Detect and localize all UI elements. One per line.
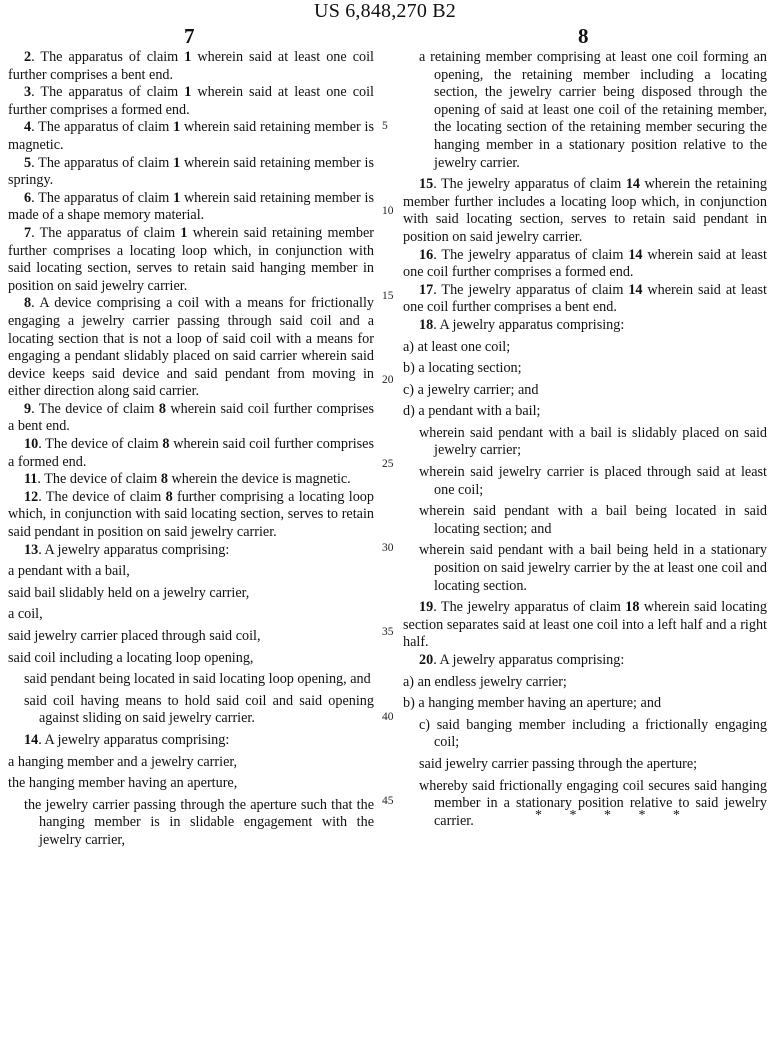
claim-14: 14. A jewelry apparatus comprising:: [24, 731, 230, 748]
end-marks: * * * * *: [535, 808, 692, 823]
claim-14-continuation: a retaining member comprising at least one coil forming an opening, the retaining member including a locating section, the jewelry carrier being disposed through the opening of said at least one coil of the retaining member, the locating section of the retaining member securing the hanging member in a stationary position relative to the jewelry carrier.: [419, 49, 767, 171]
claim-18-item: a) at least one coil;: [403, 338, 511, 355]
line-number: 5: [382, 120, 388, 132]
claim-12: 12. The device of claim 8 further comprising a locating loop which, in conjunction with said locating section, serves to retain said pendant in position on said jewelry carrier.: [8, 488, 374, 541]
claim-17: 17. The jewelry apparatus of claim 14 wherein said at least one coil further comprises a bent end.: [403, 281, 767, 316]
claim-9: 9. The device of claim 8 wherein said coil further comprises a bent end.: [8, 400, 374, 435]
line-number: 30: [382, 542, 394, 554]
claim-13-item: a coil,: [8, 606, 43, 623]
line-number: 25: [382, 458, 394, 470]
patent-number: US 6,848,270 B2: [314, 0, 456, 22]
line-number: 40: [382, 711, 394, 723]
claim-14-item: a hanging member and a jewelry carrier,: [8, 753, 238, 770]
claim-18-item: d) a pendant with a bail;: [403, 403, 541, 420]
claim-14-item: the hanging member having an aperture,: [8, 775, 238, 792]
left-column: [8, 49, 374, 854]
claim-20-item: said jewelry carrier passing through the aperture;: [419, 755, 698, 772]
claim-16: 16. The jewelry apparatus of claim 14 wherein said at least one coil further comprises a formed end.: [403, 246, 767, 281]
claim-6: 6. The apparatus of claim 1 wherein said retaining member is made of a shape memory material.: [8, 189, 374, 224]
claim-13-item: said jewelry carrier placed through said coil,: [8, 628, 261, 644]
line-number: 20: [382, 374, 394, 386]
claim-7: 7. The apparatus of claim 1 wherein said retaining member further comprises a locating loop which, in conjunction with said locating section, serves to retain said hanging member in position on said jewelry carrier.: [8, 224, 374, 294]
claim-18-item: wherein said pendant with a bail being held in a stationary position on said jewelry carrier by the at least one coil and locating section.: [419, 542, 767, 594]
claim-18-item: b) a locating section;: [403, 360, 522, 377]
claim-3: 3. The apparatus of claim 1 wherein said at least one coil further comprises a formed end.: [8, 84, 374, 118]
claim-2: 2. The apparatus of claim 1 wherein said at least one coil further comprises a bent end.: [8, 49, 374, 83]
left-page-number: 7: [184, 24, 195, 48]
claim-20-item: c) said banging member including a frictionally engaging coil;: [419, 716, 767, 751]
claim-11: 11. The device of claim 8 wherein the device is magnetic.: [24, 471, 351, 488]
claim-18-item: wherein said pendant with a bail is slidably placed on said jewelry carrier;: [419, 424, 767, 459]
claim-13-item: a pendant with a bail,: [8, 563, 130, 580]
claim-18-item: wherein said pendant with a bail being located in said locating section; and: [419, 503, 767, 537]
claim-15: 15. The jewelry apparatus of claim 14 wherein the retaining member further includes a locating loop which, in conjunction with said locating section, serves to retain said pendant in position on said jewelry carrier.: [403, 176, 767, 245]
claim-14-item: the jewelry carrier passing through the aperture such that the hanging member is in slidable engagement with the jewelry carrier,: [24, 796, 374, 848]
claim-20-item: b) a hanging member having an aperture; and: [403, 695, 662, 712]
claim-4: 4. The apparatus of claim 1 wherein said retaining member is magnetic.: [8, 119, 374, 153]
line-number: 15: [382, 290, 394, 302]
claim-13-item: said bail slidably held on a jewelry carrier,: [8, 584, 250, 601]
right-page-number: 8: [578, 24, 589, 48]
line-number: 45: [382, 795, 394, 807]
right-column: [403, 49, 767, 834]
claim-10: 10. The device of claim 8 wherein said coil further comprises a formed end.: [8, 436, 374, 470]
claim-13-item: said coil having means to hold said coil and said opening against sliding on said jewelry carrier.: [24, 692, 374, 727]
claim-8: 8. A device comprising a coil with a means for frictionally engaging a jewelry carrier passing through said coil and a locating section that is not a loop of said coil with a means for engaging a pendant slidably placed on said carrier wherein said device keeps said device and said pendant from moving in either direction along said carrier.: [8, 295, 374, 400]
claim-20-item: whereby said frictionally engaging coil secures said hanging member in a stationary position relative to said jewelry carrier.: [419, 777, 767, 829]
claim-19: 19. The jewelry apparatus of claim 18 wherein said locating section separates said at least one coil into a left half and a right half.: [403, 599, 767, 651]
line-number: 35: [382, 626, 394, 638]
claim-18-item: wherein said jewelry carrier is placed through said at least one coil;: [419, 464, 767, 498]
claim-20-item: a) an endless jewelry carrier;: [403, 673, 567, 690]
claim-13: 13. A jewelry apparatus comprising:: [24, 541, 230, 558]
claim-13-item: said coil including a locating loop opening,: [8, 649, 254, 666]
claim-18-item: c) a jewelry carrier; and: [403, 381, 539, 398]
claim-20: 20. A jewelry apparatus comprising:: [419, 652, 625, 668]
claim-18: 18. A jewelry apparatus comprising:: [419, 316, 625, 333]
claim-5: 5. The apparatus of claim 1 wherein said retaining member is springy.: [8, 154, 374, 189]
claim-13-item: said pendant being located in said locating loop opening, and: [24, 671, 371, 688]
line-number: 10: [382, 205, 394, 217]
